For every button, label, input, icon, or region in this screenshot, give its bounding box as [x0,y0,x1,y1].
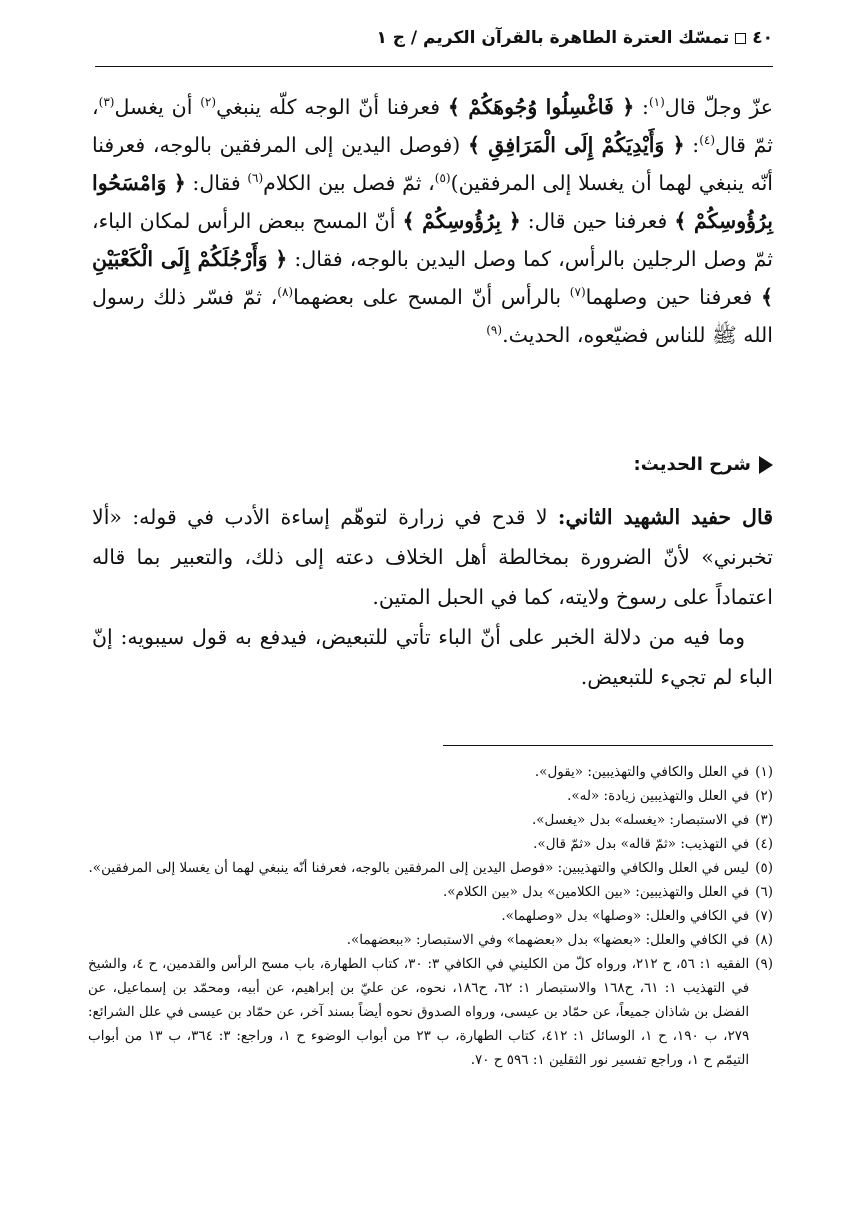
hadith-paragraph [92,88,773,354]
footnote-ref: (٥) [434,171,451,186]
commentary-text [92,497,773,697]
text-segment: فعرفنا أنّ الوجه كلّه ينبغي [216,95,448,119]
text-segment: أنّ المسح ببعض الرأس لمكان الباء، ثمّ وصل الرجلين بالرأس، كما وصل اليدين بالوجه، فقال: [92,209,774,271]
text-segment: بالرأس أنّ المسح على بعضهما [293,285,570,309]
footnote-item [88,880,773,904]
footnote-ref: (٧) [569,285,586,300]
footnote-number: (٦) [755,884,773,900]
footnote-ref: (٢) [200,95,217,110]
square-ornament-icon [735,33,746,44]
footnote-ref: (١) [648,95,665,110]
quran-quote: ﴿ وَأَرْجُلَكُمْ إِلَى الْكَعْبَيْنِ ﴾ [92,247,773,309]
footnote-text: في العلل والتهذيبين زيادة: «له». [567,788,750,804]
text-segment: فعرفنا حين وصلهما [585,285,761,309]
footnote-text: في التهذيب: «ثمّ قاله» بدل «ثمّ قال». [533,836,750,852]
footnote-text: في العلل والكافي والتهذيبين: «يقول». [534,764,750,780]
footnote-item [88,856,773,880]
text-segment: ، ثمّ فسّر ذلك رسول الله ﷺ للناس فضيّعوه، الحديث. [92,285,773,347]
footnote-item [88,928,773,952]
quran-quote: ﴿ وَامْسَحُوا بِرُؤُوسِكُمْ ﴾ [92,171,774,233]
triangle-bullet-icon [759,456,773,474]
text-segment: أن يغسل [114,95,201,119]
hadith-text [92,88,773,354]
footnote-number: (٣) [755,812,773,828]
text-segment: ، ثمّ قال [92,95,773,157]
text-segment: لا قدح في زرارة لتوهّم إساءة الأدب في قوله: «ألا تخبرني» لأنّ الضرورة بمخالطة أهل الخلاف دعته إلى ذلك، والتعبير بما قاله اعتماداً على رسوخ ولايته، كما في الحبل المتين. [92,505,773,609]
text-segment: ، ثمّ فصل بين الكلام [263,171,435,195]
footnote-text: ليس في العلل والكافي والتهذيبين: «فوصل اليدين إلى المرفقين بالوجه، فعرفنا أنّه ينبغي لهما أن يغسلا إلى المرفقين». [88,860,750,876]
book-title: تمسّك العترة الطاهرة بالقرآن الكريم / ج ١ [376,28,730,48]
footnote-number: (٤) [755,836,773,852]
footnote-text: في الكافي والعلل: «بعضها» بدل «بعضهما» وفي الاستبصار: «ببعضهما». [346,932,750,948]
section-heading-text: شرح الحديث: [633,454,751,475]
footnote-item [88,832,773,856]
text-segment: (فوصل اليدين إلى المرفقين بالوجه، فعرفنا أنّه ينبغي لهما أن يغسلا إلى المرفقين) [92,133,773,195]
footnote-item [88,952,773,1072]
text-segment: فعرفنا حين قال: [520,209,675,233]
header-rule [95,66,773,67]
footnotes-list [88,760,773,1072]
commentary-paragraph: وما فيه من دلالة الخبر على أنّ الباء تأتي للتبعيض، فيدفع به قول سيبويه: إنّ الباء لم تجيء للتبعيض. [92,625,773,689]
quran-quote: ﴿ فَاغْسِلُوا وُجُوهَكُمْ ﴾ [447,95,635,119]
commentary-paragraph [92,497,773,617]
speaker-name: قال حفيد الشهيد الثاني: [557,505,773,529]
quran-quote: ﴿ بِرُؤُوسِكُمْ ﴾ [402,209,521,233]
footnote-item [88,760,773,784]
running-header [376,28,773,48]
footnote-text: في العلل والتهذيبين: «بين الكلامين» بدل «بين الكلام». [442,884,750,900]
footnote-ref: (٤) [699,133,716,148]
footnote-text: في الكافي والعلل: «وصلها» بدل «وصلهما». [501,908,750,924]
section-heading [634,454,773,475]
footnote-number: (٨) [755,932,773,948]
footnote-number: (١) [755,764,773,780]
text-segment: : [684,133,700,157]
quran-quote: ﴿ وَأَيْدِيَكُمْ إِلَى الْمَرَافِقِ ﴾ [467,133,685,157]
page-number: ٤٠ [752,28,773,48]
footnote-text: الفقيه ١: ٥٦، ح ٢١٢، ورواه كلّ من الكليني في الكافي ٣: ٣٠، كتاب الطهارة، باب مسح الرأس والقدمين، ح ٤، والشيخ في التهذيب ١: ٦١، ح١٦٨ والاستبصار ١: ٦٢، ح١٨٦، نحوه، عن عليّ بن إبراهيم، عن أبيه، ومحمّد بن إسماعيل، عن الفضل بن شاذان جميعاً، عن حمّاد بن عيسى، ورواه الصدوق نحوه أيضاً بسند آخر، عن حمّاد بن عيسى في علل الشرائع: ٢٧٩، ب ١٩٠، ح ١، الوسائل ١: ٤١٢، كتاب الطهارة، ب ٢٣ من أبواب الوضوء ح ١، وراجع: ٣: ٣٦٤، ب ١٣ من أبواب التيمّم ح ١، وراجع تفسير نور الثقلين ١: ٥٩٦ ح ٧٠. [88,956,750,1068]
footnote-item [88,808,773,832]
footnote-ref: (٣) [98,95,115,110]
footnote-number: (٧) [755,908,773,924]
footnote-number: (٢) [755,788,773,804]
footnote-ref: (٩) [486,323,503,338]
footnote-item [88,904,773,928]
footnote-ref: (٨) [277,285,294,300]
footnote-number: (٥) [755,860,773,876]
footnote-rule [443,745,773,746]
footnote-ref: (٦) [247,171,264,186]
footnote-item [88,784,773,808]
text-segment: : [634,95,649,119]
footnote-text: في الاستبصار: «يغسله» بدل «يغسل». [531,812,750,828]
text-segment: عزّ وجلّ قال [664,95,773,119]
text-segment: فقال: [185,171,248,195]
footnote-number: (٩) [755,956,773,972]
